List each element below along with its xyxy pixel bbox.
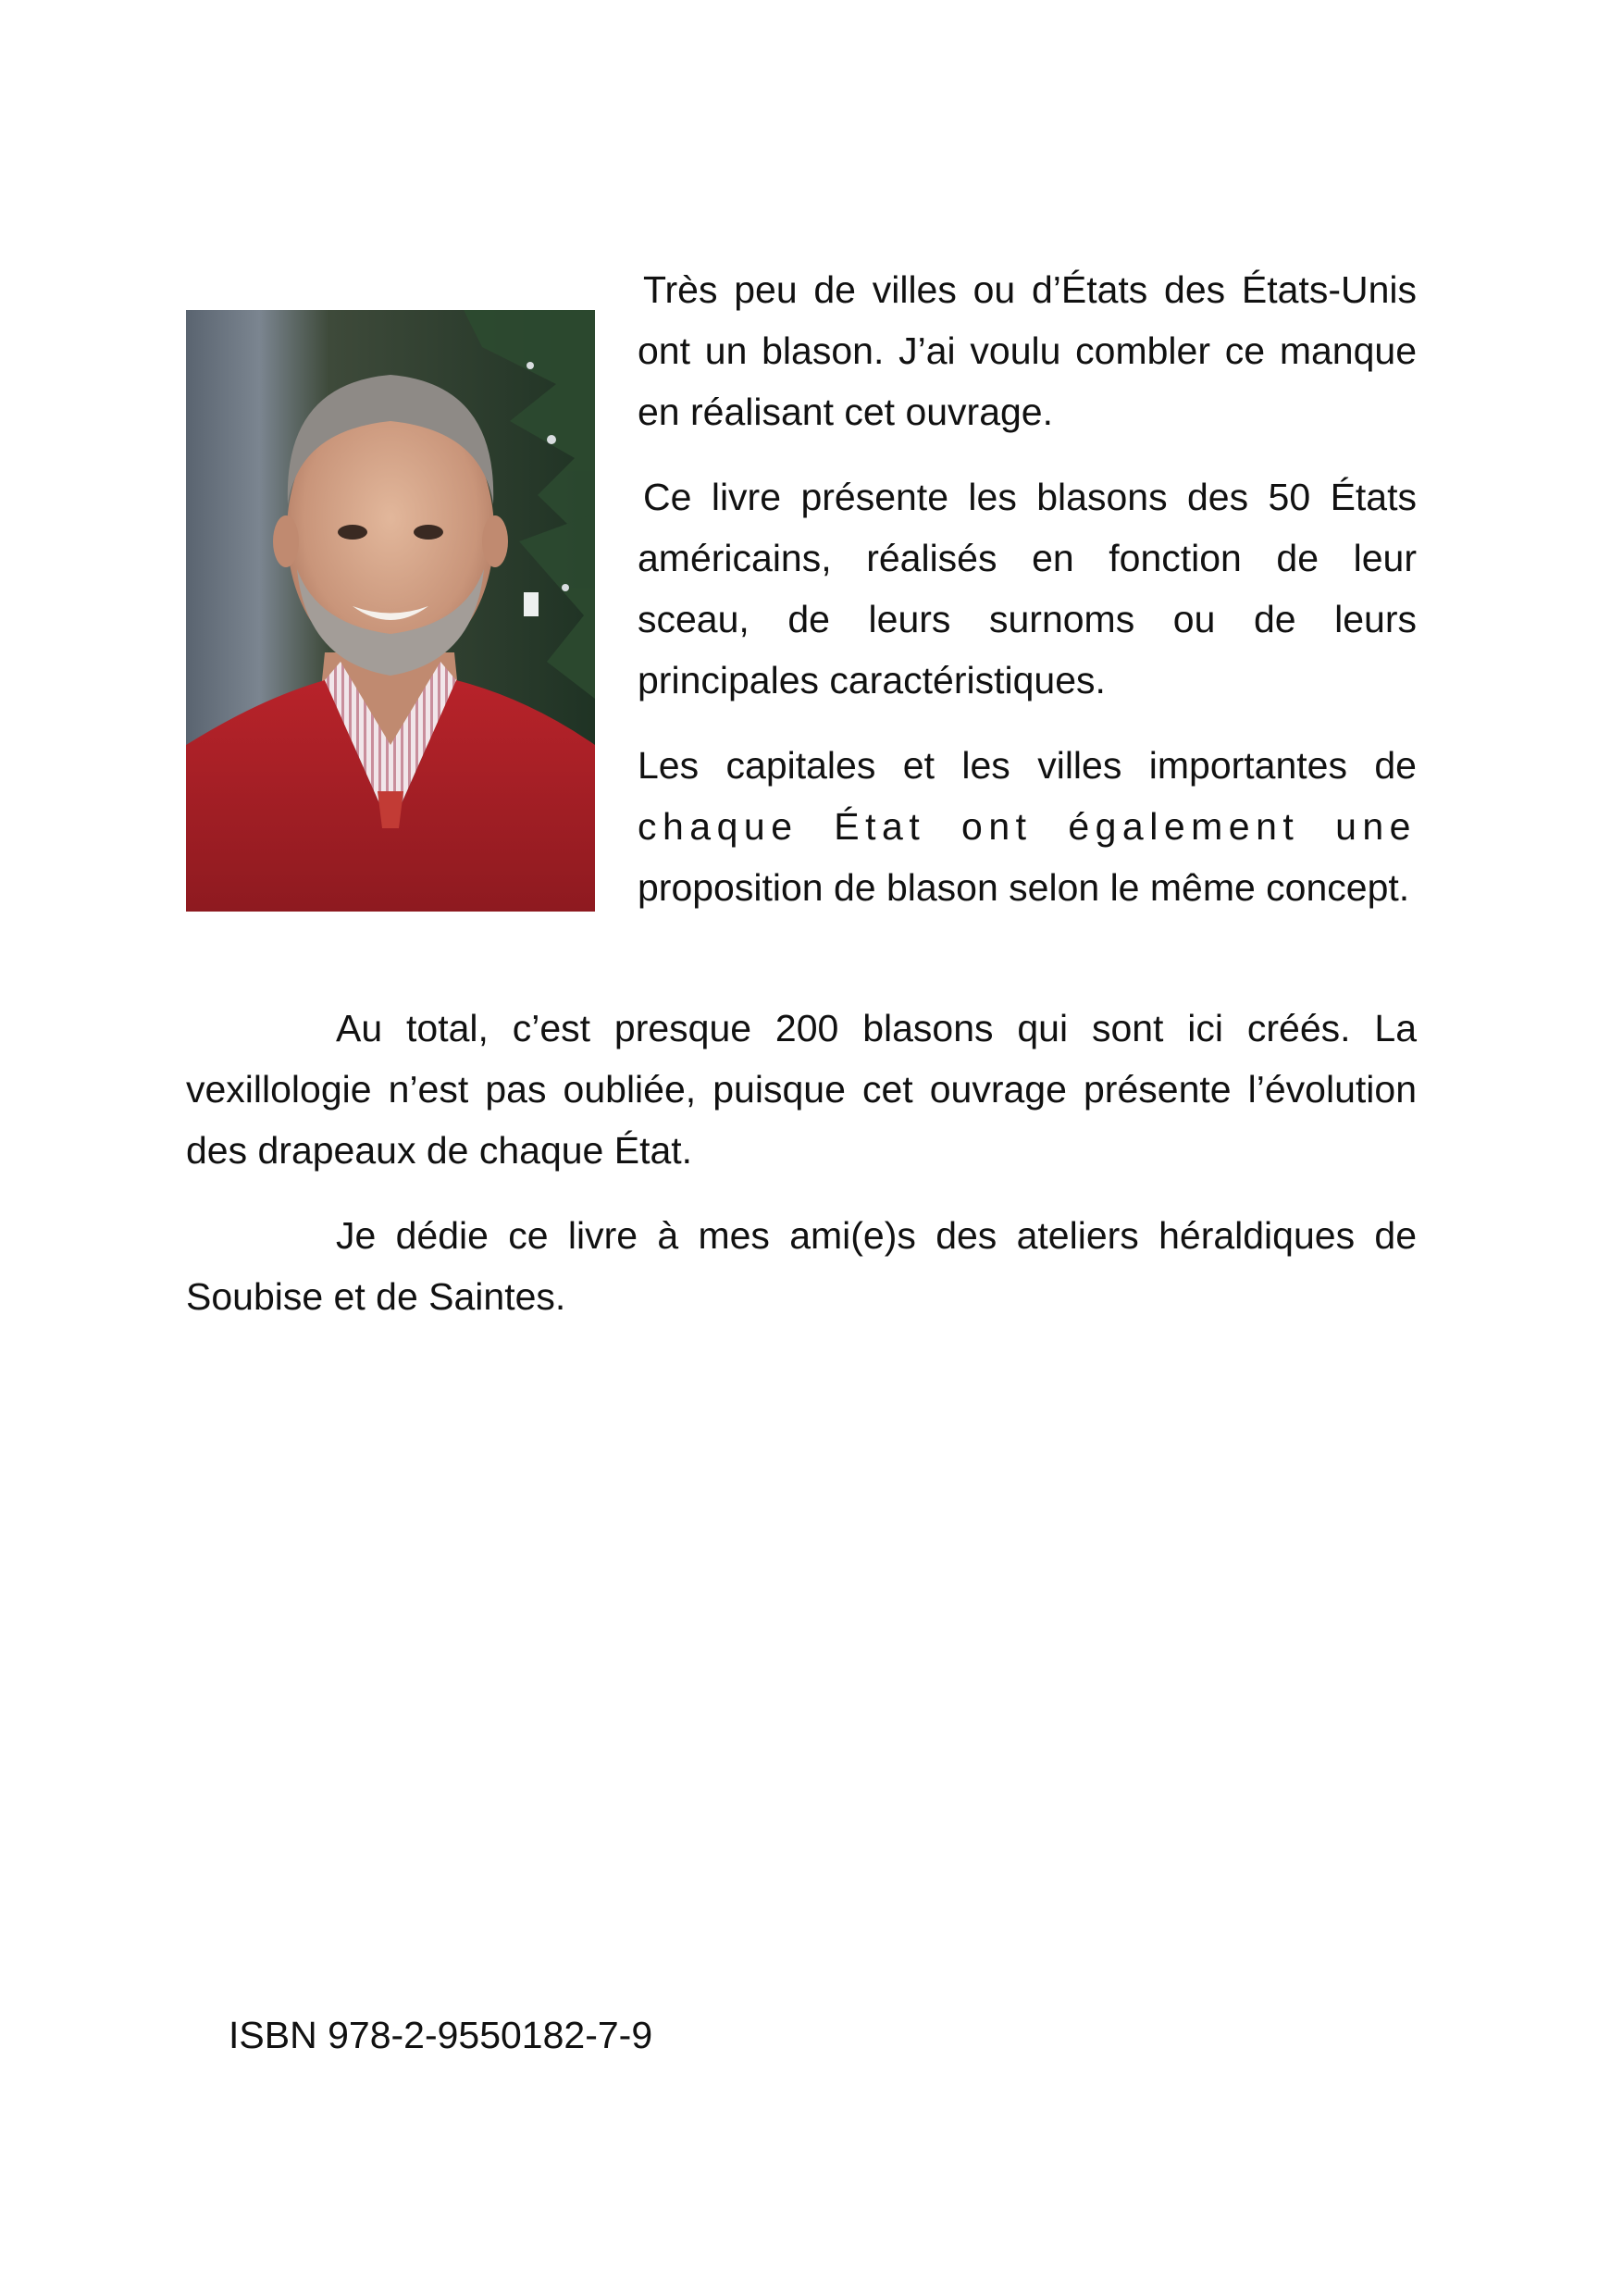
portrait-photo-icon: [186, 310, 595, 912]
full-width-text: [186, 998, 1417, 1327]
author-photo: [186, 310, 595, 912]
paragraph-intro: Très peu de villes ou d’États des États-Unis ont un blason. J’ai voulu combler ce manque en réalisant cet ouvrage.: [638, 268, 1417, 433]
paragraph-presentation: Ce livre présente les blasons des 50 États américains, réalisés en fonction de leur sceau, de leurs surnoms ou de leurs principales caractéristiques.: [638, 476, 1417, 701]
paragraph-capitals-part-3: proposition de blason selon le même concept.: [638, 866, 1410, 909]
intro-text-column: [638, 259, 1417, 918]
paragraph-total: Au total, c’est presque 200 blasons qui sont ici créés. La vexillologie n’est pas oubliée, puisque cet ouvrage présente l’évolution des drapeaux de chaque État.: [186, 1007, 1417, 1172]
paragraph-dedication: Je dédie ce livre à mes ami(e)s des ateliers héraldiques de Soubise et de Saintes.: [186, 1214, 1417, 1318]
isbn-number: ISBN 978-2-9550182-7-9: [229, 2014, 653, 2056]
paragraph-capitals-part-2: chaque État ont également une: [638, 805, 1417, 848]
paragraph-capitals-part-1: Les capitales et les villes importantes de: [638, 744, 1417, 787]
paragraph-capitals: [638, 735, 1417, 918]
